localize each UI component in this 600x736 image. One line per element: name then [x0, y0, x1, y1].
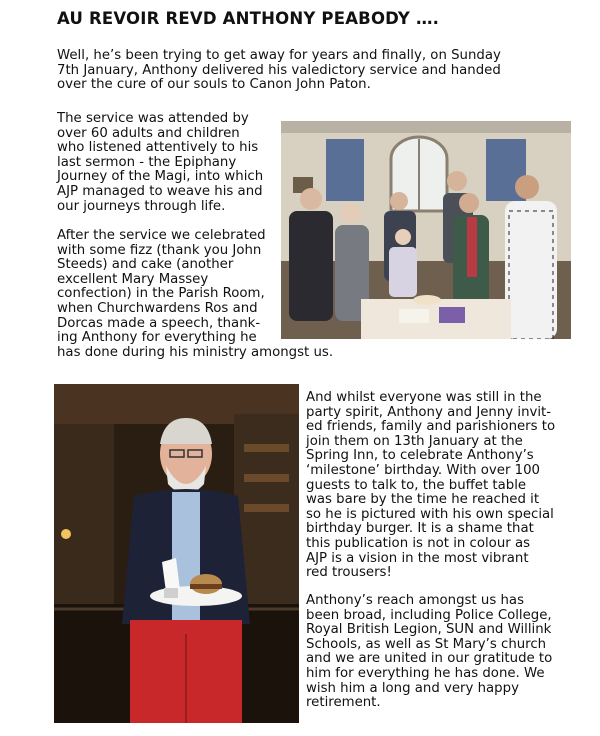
parish-room-photo-illustration	[281, 121, 571, 339]
party-paragraph: And whilst everyone was still in the party spirit, Anthony and Jenny invit- ed friends, family and parishioners to join them on 13th January at the Spring Inn, to celebrate Anthony’s ‘milestone’ birthday. With over 100 guests to talk to, the buffet table was bare by the time he reached it so he is pictured with his own special birthday burger. It is a shame that this publication is not in colour as AJP is a vision in the most vibrant red trousers!	[306, 390, 556, 581]
birthday-photo	[54, 384, 299, 723]
birthday-photo-illustration	[54, 384, 299, 723]
parish-room-photo	[281, 121, 571, 339]
reach-paragraph: Anthony’s reach amongst us has been broad, including Police College, Royal British Legion, SUN and Willink Schools, as well as St Mary’s church and we are united in our gratitude to him for everything he has done. We wish him a long and very happy retirement.	[306, 593, 553, 711]
article-title: AU REVOIR REVD ANTHONY PEABODY ….	[57, 9, 440, 28]
intro-paragraph: Well, he’s been trying to get away for years and finally, on Sunday 7th January, Anthony delivered his valedictory service and handed over the cure of our souls to Canon John Paton.	[57, 48, 501, 93]
service-paragraph: The service was attended by over 60 adults and children who listened attentively to his last sermon - the Epiphany Journey of the Magi, into which AJP managed to weave his and our journeys through life.	[57, 111, 264, 214]
celebration-paragraph: After the service we celebrated with some fizz (thank you John Steeds) and cake (another excellent Mary Massey confection) in the Parish Room, when Churchwardens Ros and Dorcas made a speech, thank- ing Anthony for everything he has done during his ministry amongst us.	[57, 228, 334, 360]
